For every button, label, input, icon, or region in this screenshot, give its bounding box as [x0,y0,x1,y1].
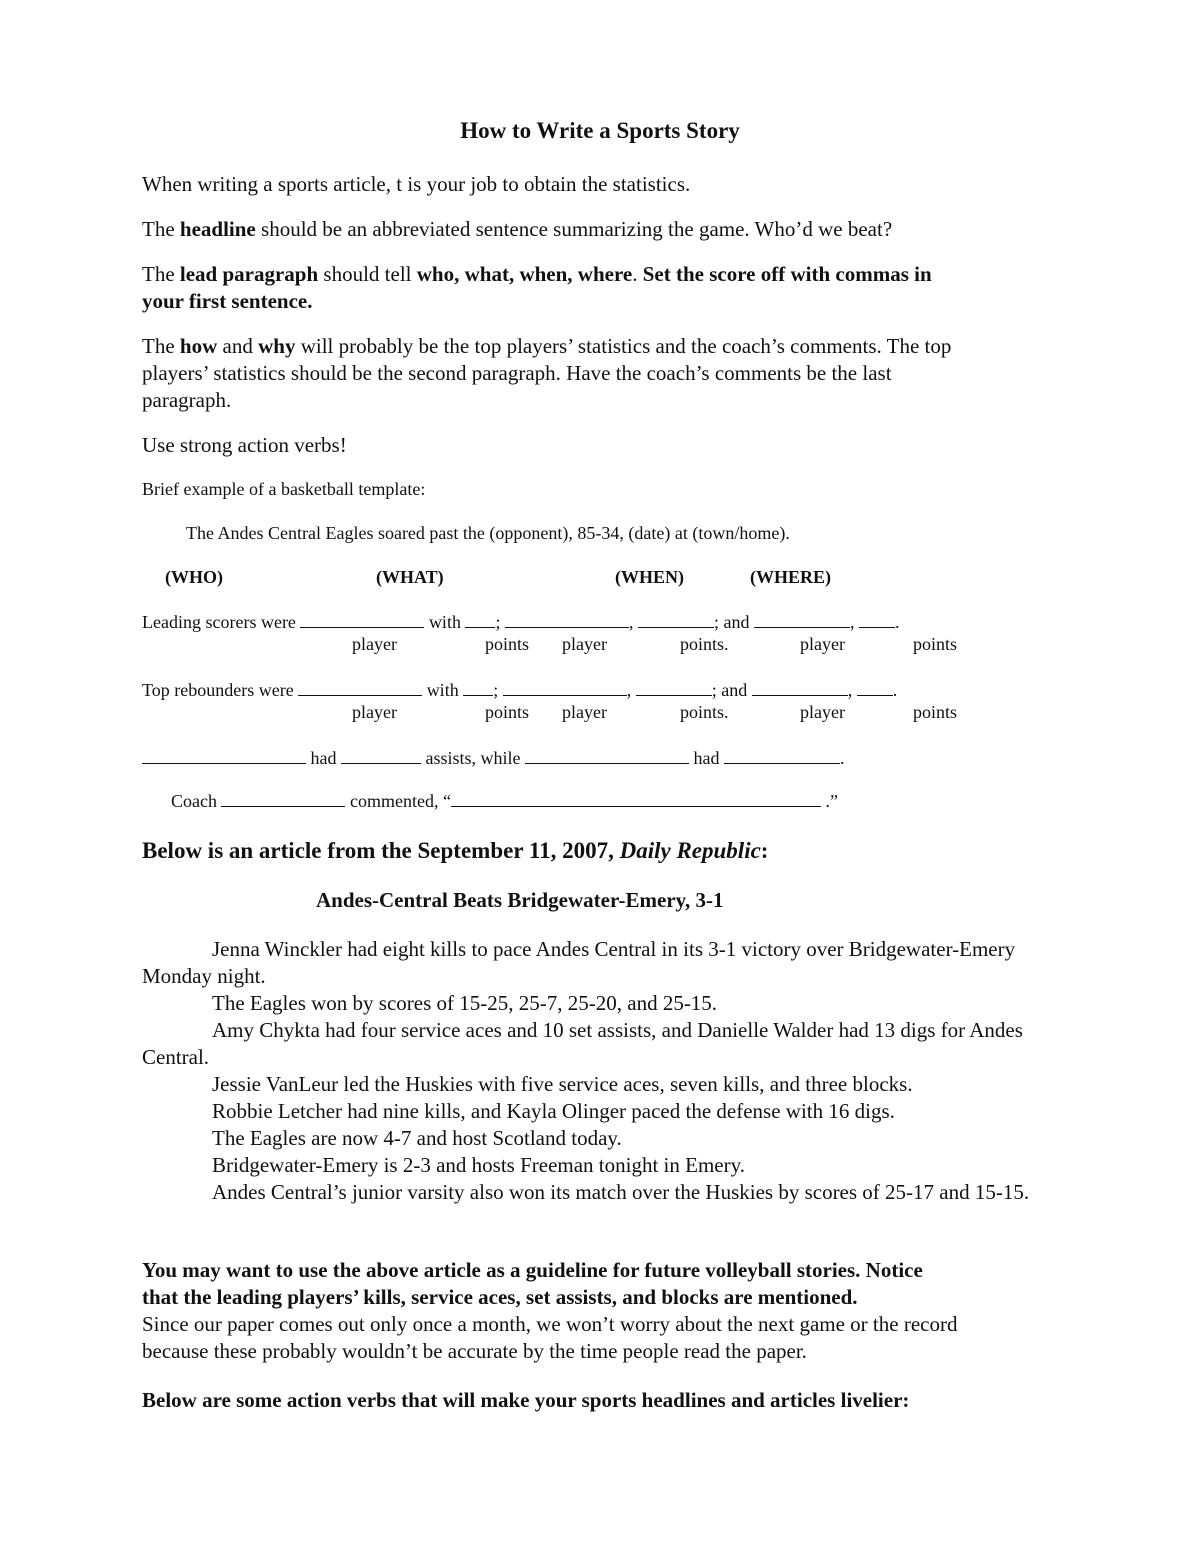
label-who: (WHO) [165,567,223,587]
scorers-period: . [894,612,900,632]
label-when: (WHEN) [615,567,684,587]
guideline-line1: You may want to use the above article as a guideline for future volleyball stories. Notice [142,1258,923,1282]
headline-term: headline [179,217,256,241]
assists-while: assists, while [425,748,521,768]
assists-count-blank[interactable] [341,747,421,764]
headline-pre: The [142,217,180,241]
caption-player: player [562,702,607,722]
guideline-line2: that the leading players’ kills, service aces, set assists, and blocks are mentioned. [142,1285,858,1309]
guideline-line3: Since our paper comes out only once a month, we won’t worry about the next game or the record [142,1312,958,1336]
rebounder-player-1-blank[interactable] [298,679,422,696]
article-paragraph: Jenna Winckler had eight kills to pace Andes Central in its 3-1 victory over Bridgewater-Emery Monday night. [142,937,1016,988]
closing-heading: Below are some action verbs that will make your sports headlines and articles livelier: [142,1388,910,1412]
coach-line [171,790,838,812]
rebounders-line [142,679,897,701]
coach-end: .” [825,791,838,811]
caption-points: points [913,634,958,654]
rebounders-lead: Top rebounders were [142,680,294,700]
caption-player: player [800,634,845,654]
article-paragraph: The Eagles are now 4-7 and host Scotland today. [212,1126,622,1150]
lead-commas-line1: Set the score off with commas in [642,262,932,286]
headline-paragraph [142,216,892,242]
caption-points: points [485,634,530,654]
article-headline: Andes-Central Beats Bridgewater-Emery, 3-1 [316,888,724,912]
article-paragraph: The Eagles won by scores of 15-25, 25-7, 25-20, and 25-15. [212,991,718,1015]
assists-period: . [840,748,845,768]
assists-player-1-blank[interactable] [142,747,306,764]
scorer-player-1-blank[interactable] [300,611,424,628]
scorers-lead: Leading scorers were [142,612,296,632]
scorers-and: ; and [713,612,750,632]
page-title: How to Write a Sports Story [460,118,740,143]
rebounders-comma-1: , [626,680,632,700]
howwhy-line1 [142,333,951,359]
how-term: how [179,334,218,358]
coach-label: Coach [171,791,217,811]
article-paragraph: Amy Chykta had four service aces and 10 set assists, and Danielle Walder had 13 digs for Andes Central. [142,1018,1023,1069]
rebounder-points-1-blank[interactable] [463,679,493,696]
label-where: (WHERE) [750,567,831,587]
why-term: why [258,334,296,358]
scorer-player-2-blank[interactable] [505,611,629,628]
assists-stat-blank[interactable] [724,747,840,764]
assists-had-2: had [693,748,720,768]
scorer-points-1-blank[interactable] [465,611,495,628]
lead-term: lead paragraph [179,262,319,286]
caption-player: player [800,702,845,722]
article-paragraph: Bridgewater-Emery is 2-3 and hosts Freeman tonight in Emery. [212,1153,746,1177]
scorer-player-3-blank[interactable] [754,611,850,628]
scorers-comma-1: , [628,612,634,632]
coach-quote-blank[interactable] [451,790,821,807]
rebounder-player-2-blank[interactable] [503,679,627,696]
lead-commas-line2: your first sentence. [142,289,313,313]
rebounders-period: . [892,680,898,700]
assists-had-1: had [310,748,337,768]
lead-mid: should tell [318,262,417,286]
article-paragraph: Robbie Letcher had nine kills, and Kayla Olinger paced the defense with 16 digs. [212,1099,895,1123]
howwhy-and: and [217,334,259,358]
lead-pre: The [142,262,180,286]
scorers-comma-2: , [849,612,855,632]
rebounder-player-3-blank[interactable] [752,679,848,696]
howwhy-line3: paragraph. [142,388,232,412]
caption-points: points [913,702,958,722]
caption-player: player [352,702,397,722]
howwhy-pre: The [142,334,180,358]
howwhy-line2: players’ statistics should be the second paragraph. Have the coach’s comments be the last [142,361,892,385]
template-sentence: The Andes Central Eagles soared past the (opponent), 85-34, (date) at (town/home). [186,523,790,543]
caption-player: player [562,634,607,654]
intro-paragraph: When writing a sports article, t is your job to obtain the statistics. [142,172,691,196]
scorers-semicolon: ; [495,612,501,632]
article-paragraph: Andes Central’s junior varsity also won its match over the Huskies by scores of 25-17 and 15-15. [212,1180,1030,1204]
article-paragraph: Jessie VanLeur led the Huskies with five service aces, seven kills, and three blocks. [212,1072,913,1096]
scorer-points-2-blank[interactable] [638,611,714,628]
label-what: (WHAT) [376,567,444,587]
lead-dot: . [632,262,643,286]
scorers-with: with [428,612,461,632]
rebounder-points-3-blank[interactable] [857,679,893,696]
scorer-points-3-blank[interactable] [859,611,895,628]
assists-player-2-blank[interactable] [525,747,689,764]
article-intro-heading [142,838,768,864]
headline-post: should be an abbreviated sentence summarizing the game. Who’d we beat? [255,217,893,241]
assists-line [142,747,845,769]
template-intro: Brief example of a basketball template: [142,479,426,499]
caption-points-dot: points. [680,634,729,654]
lead-five-w: who, what, when, where [416,262,633,286]
lead-paragraph-line1 [142,261,932,287]
action-verbs-note: Use strong action verbs! [142,433,347,457]
newspaper-name: Daily Republic [619,838,761,863]
coach-name-blank[interactable] [221,790,345,807]
article-intro-post: : [760,838,769,863]
howwhy-rest: will probably be the top players’ statistics and the coach’s comments. The top [295,334,952,358]
rebounders-semicolon: ; [493,680,499,700]
article-intro-pre: Below is an article from the September 11, 2007, [142,838,620,863]
coach-commented: commented, “ [349,791,451,811]
rebounders-and: ; and [711,680,748,700]
caption-points-dot: points. [680,702,729,722]
scorers-line [142,611,899,633]
rebounders-comma-2: , [847,680,853,700]
rebounder-points-2-blank[interactable] [636,679,712,696]
rebounders-with: with [426,680,459,700]
guideline-line4: because these probably wouldn’t be accurate by the time people read the paper. [142,1339,807,1363]
caption-player: player [352,634,397,654]
caption-points: points [485,702,530,722]
